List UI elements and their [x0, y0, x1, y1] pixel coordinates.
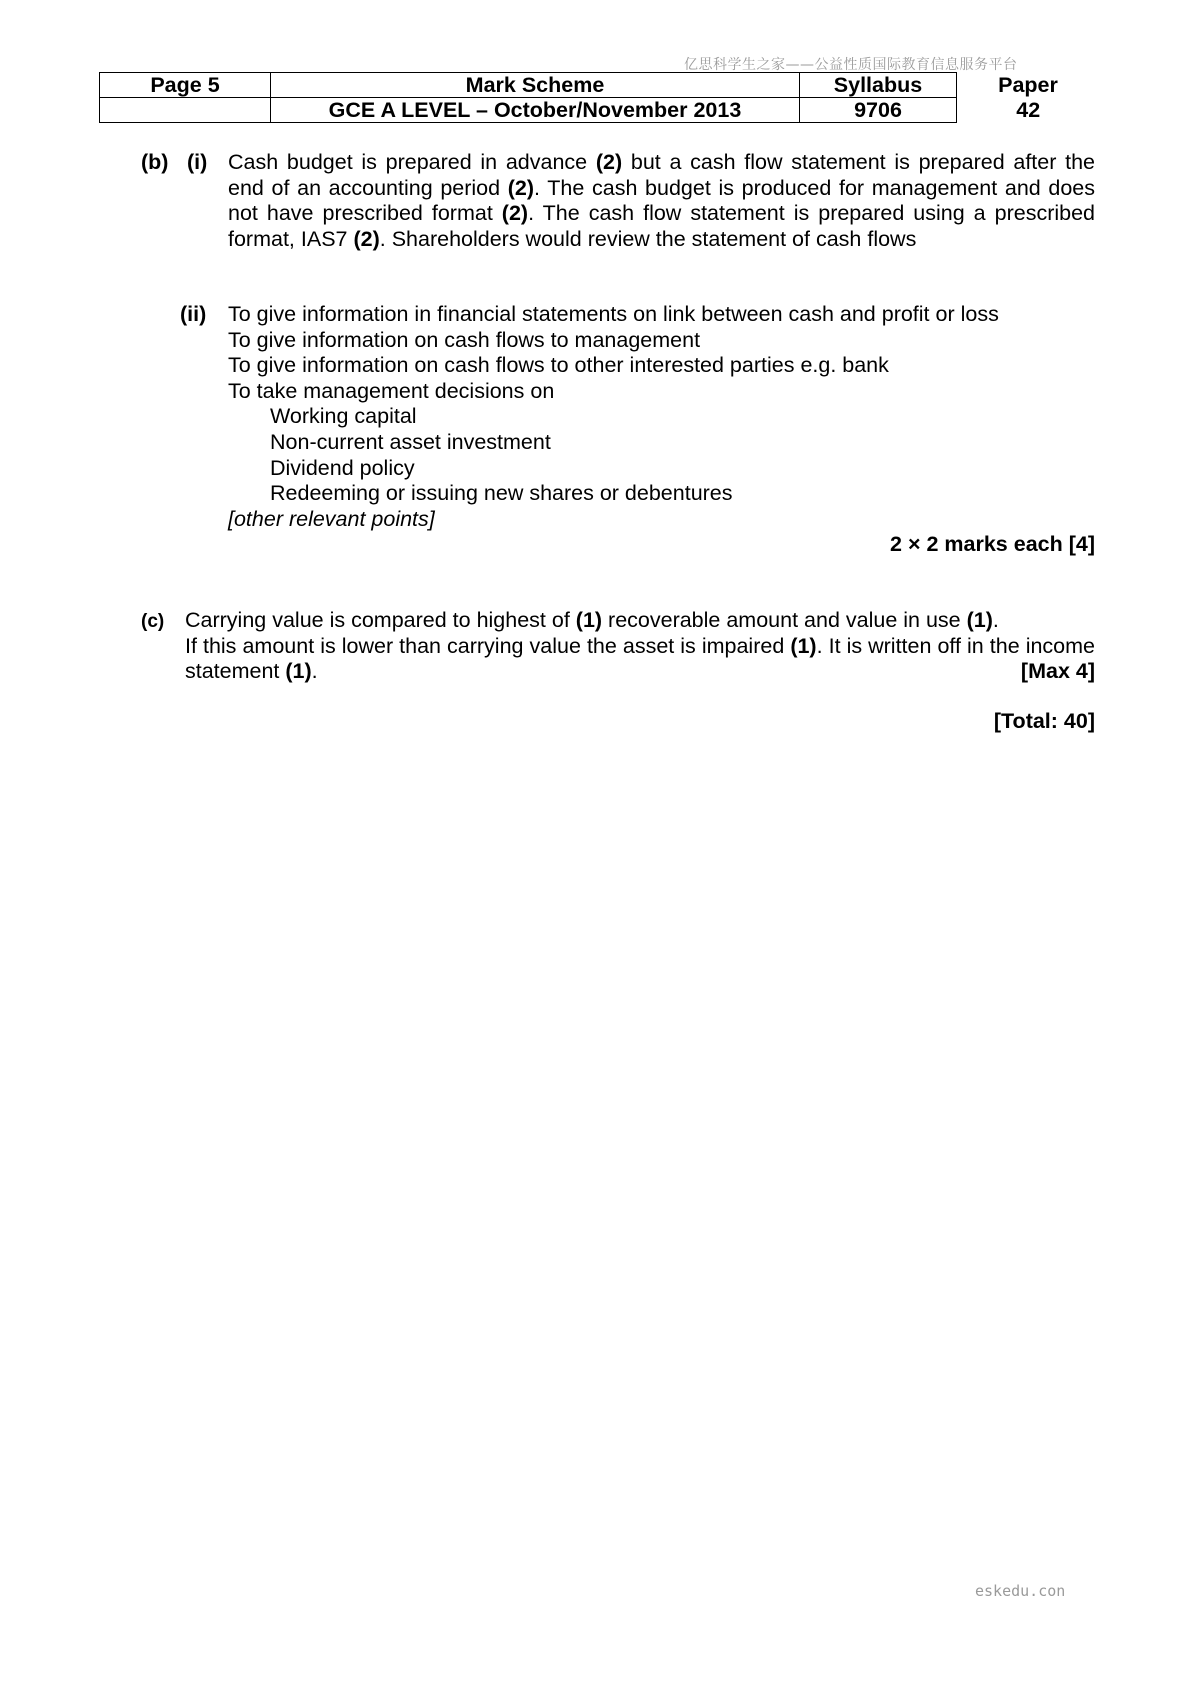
sub-item: Working capital [270, 404, 417, 429]
paper-label: Paper [998, 73, 1058, 97]
part-i-paragraph [228, 150, 1095, 252]
section-c-line-1 [185, 608, 1095, 634]
list-item: To give information on cash flows to management [228, 327, 701, 352]
section-c-text-6: . [311, 659, 318, 684]
list-item: To take management decisions on [228, 378, 555, 403]
sub-item: Redeeming or issuing new shares or debentures [270, 481, 733, 506]
note-text: [other relevant points] [228, 506, 435, 531]
paper-number: 42 [1016, 98, 1041, 122]
part-ii-label: (ii) [180, 302, 207, 326]
mark-1: (1) [575, 608, 603, 632]
other-points-note [228, 507, 1095, 533]
mark-1: (2) [595, 150, 623, 174]
sub-item: Dividend policy [270, 455, 415, 480]
page-number: Page 5 [100, 73, 271, 98]
watermark-top: 亿思科学生之家——公益性质国际教育信息服务平台 [684, 57, 1018, 73]
part-i-text-4: . The cash flow statement is prepared using a prescribed format, IAS7 [228, 201, 1096, 251]
section-c-label: (c) [141, 611, 165, 632]
part-i-label: (i) [187, 150, 208, 174]
part-ii-list [228, 302, 1095, 558]
exam-session: GCE A LEVEL – October/November 2013 [271, 98, 800, 123]
section-c-marks: [Max 4] [1020, 659, 1095, 683]
mark-3: (2) [501, 201, 529, 226]
header-table [99, 72, 1100, 123]
section-c-text-1: Carrying value is compared to highest of [185, 608, 576, 632]
part-i-text-1: Cash budget is prepared in advance [228, 150, 596, 174]
list-item: To give information on cash flows to other interested parties e.g. bank [228, 353, 889, 378]
total-marks: [Total: 40] [993, 709, 1095, 733]
mark-2: (1) [966, 608, 993, 632]
part-i-text-3: . The cash budget is produced for management and does not have prescribed format [228, 175, 1096, 226]
section-c-text-4: If this amount is lower than carrying value the asset is impaired [185, 633, 791, 658]
sub-item: Non-current asset investment [270, 429, 551, 454]
section-c-text-2: recoverable amount and value in use [602, 608, 967, 632]
section-b-label: (b) [141, 150, 169, 174]
section-c-text-3: . [992, 608, 999, 632]
list-item: To give information in financial statements on link between cash and profit or loss [228, 302, 999, 326]
mark-4: (1) [285, 659, 312, 684]
part-i-text-5: . Shareholders would review the statement of cash flows [379, 226, 917, 251]
document-title: Mark Scheme [271, 73, 800, 98]
part-i-text-2: but a cash flow statement is prepared after the end of an accounting period [228, 150, 1095, 200]
mark-4: (2) [353, 226, 380, 251]
mark-2: (2) [507, 175, 535, 200]
syllabus-code: 9706 [800, 98, 957, 123]
section-c-text-5: . It is written off in the income statement [185, 633, 1095, 684]
watermark-bottom: eskedu.con [975, 1582, 1066, 1600]
part-ii-marks: 2 × 2 marks each [4] [890, 532, 1095, 557]
syllabus-label: Syllabus [800, 73, 957, 98]
mark-3: (1) [790, 633, 817, 658]
empty-cell [100, 98, 271, 123]
